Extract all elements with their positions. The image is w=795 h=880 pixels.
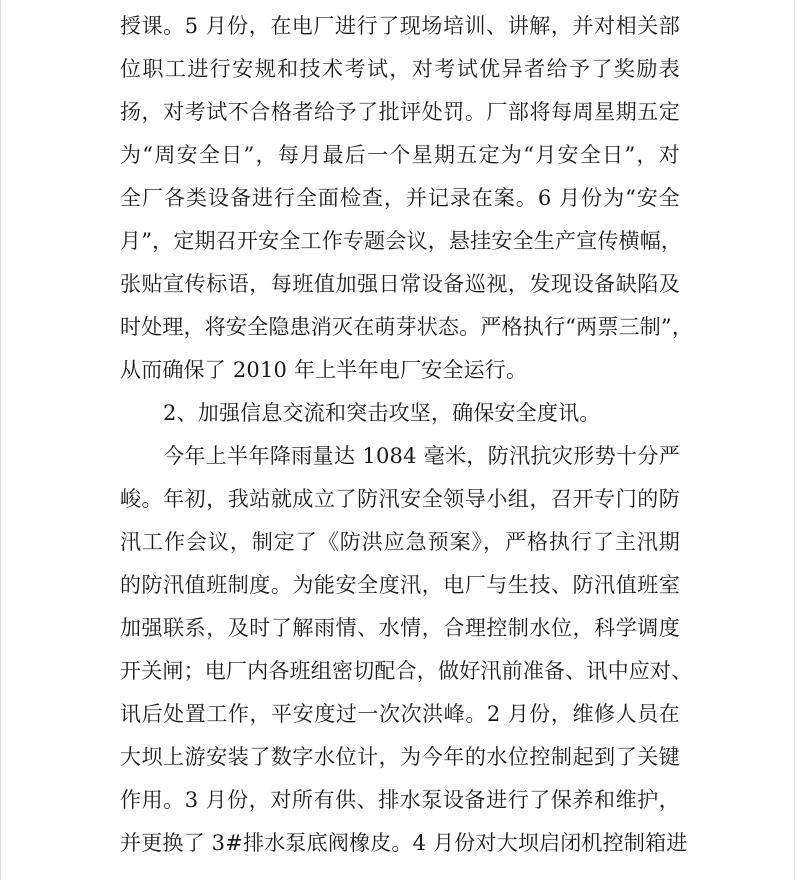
section-heading: 2、加强信息交流和突击攻坚，确保安全度讯。 [163,401,601,425]
text-line: 并更换了 3#排水泵底阀橡皮。4 月份对大坝启闭机控制箱进 [120,831,688,855]
text-line: 为“周安全日”，每月最后一个星期五定为“月安全日”，对 [120,143,680,167]
text-line: 位职工进行安规和技术考试，对考试优异者给予了奖励表 [120,57,680,81]
text-line: 从而确保了 2010 年上半年电厂安全运行。 [120,358,528,382]
text-line: 汛工作会议，制定了《防洪应急预案》，严格执行了主汛期 [120,530,680,554]
text-line: 今年上半年降雨量达 1084 毫米，防汛抗灾形势十分严 [163,444,680,468]
text-line: 大坝上游安装了数字水位计，为今年的水位控制起到了关键 [120,745,680,769]
text-line: 扬，对考试不合格者给予了批评处罚。厂部将每周星期五定 [120,100,680,124]
text-line: 张贴宣传标语，每班值加强日常设备巡视，发现设备缺陷及 [120,272,680,296]
text-line: 时处理，将安全隐患消灭在萌芽状态。严格执行“两票三制”， [120,315,694,339]
text-line: 授课。5 月份，在电厂进行了现场培训、讲解，并对相关部 [120,14,680,38]
text-line: 全厂各类设备进行全面检查，并记录在案。6 月份为“安全 [120,186,680,210]
text-line: 开关闸；电厂内各班组密切配合，做好汛前准备、讯中应对、 [120,659,693,683]
text-line: 峻。年初，我站就成立了防汛安全领导小组，召开专门的防 [120,487,680,511]
text-line: 作用。3 月份，对所有供、排水泵设备进行了保养和维护， [120,788,680,812]
text-line: 加强联系，及时了解雨情、水情，合理控制水位，科学调度 [120,616,680,640]
text-line: 讯后处置工作，平安度过一次次洪峰。2 月份，维修人员在 [120,702,680,726]
page-border-left [0,0,1,880]
text-line: 的防汛值班制度。为能安全度汛，电厂与生技、防汛值班室 [120,573,680,597]
text-line: 月”，定期召开安全工作专题会议，悬挂安全生产宣传横幅， [120,229,683,253]
